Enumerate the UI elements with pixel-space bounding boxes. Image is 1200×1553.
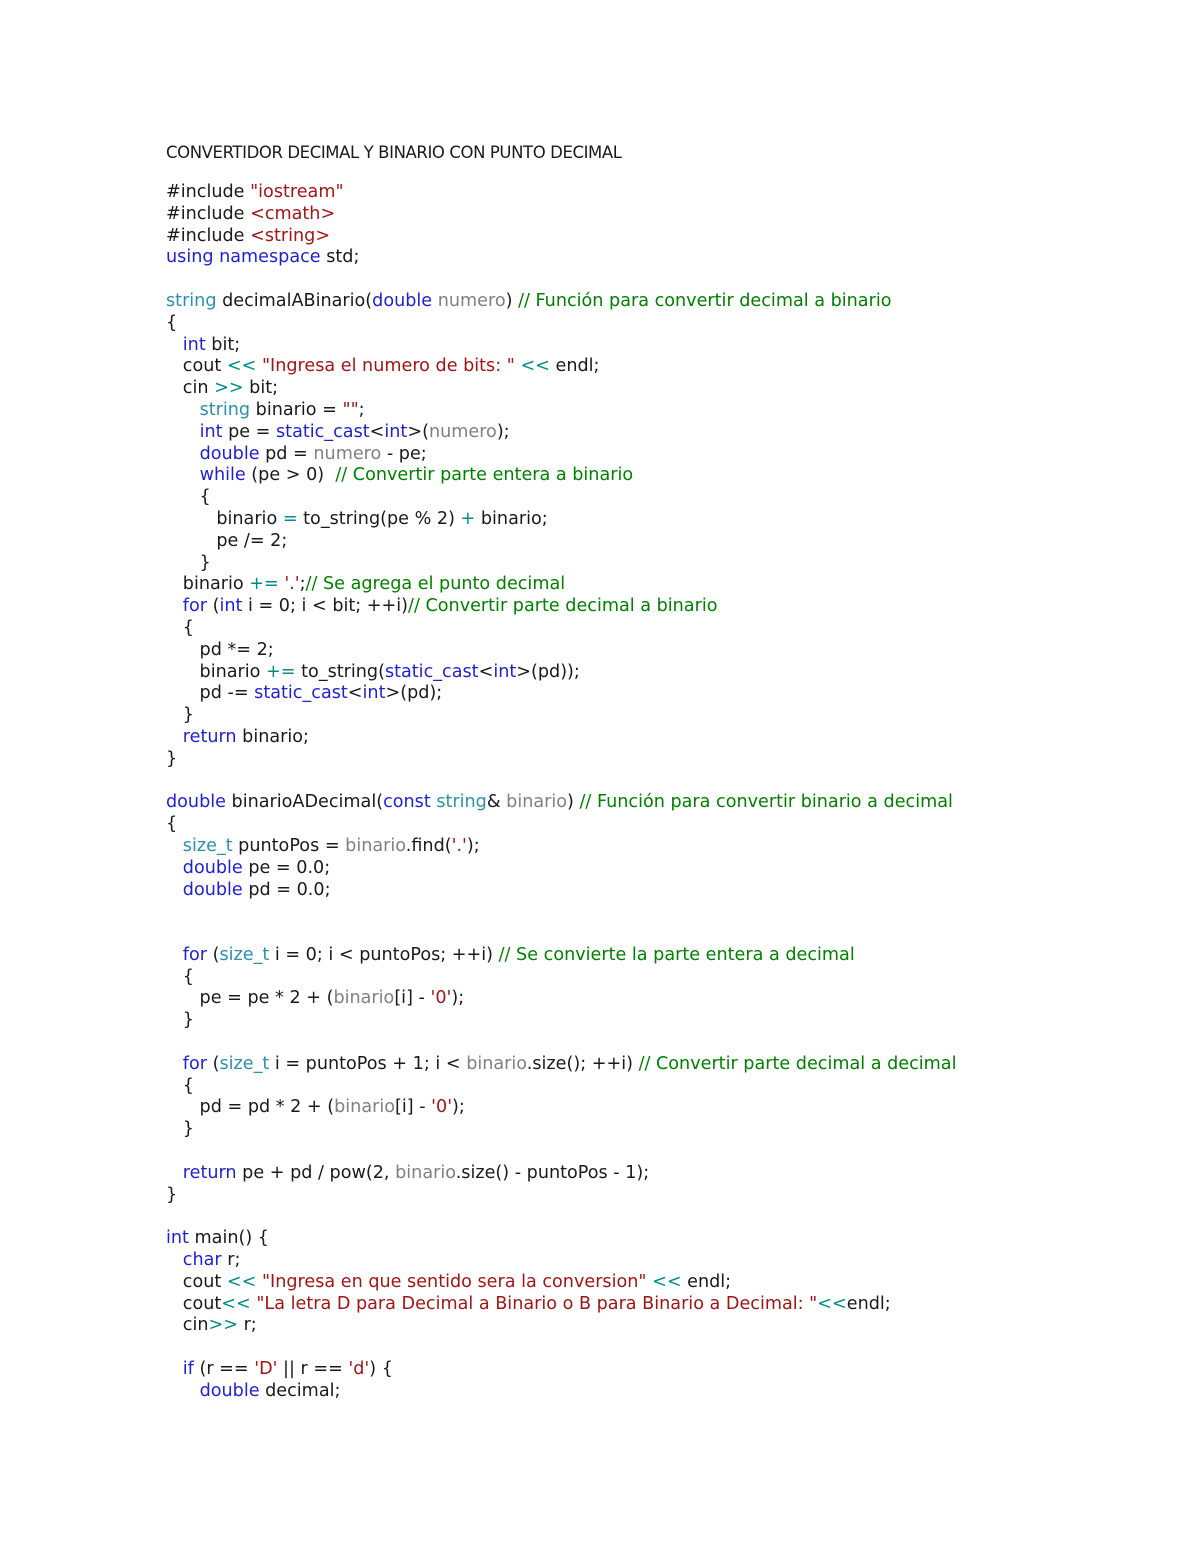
- code-token: numero: [437, 290, 506, 311]
- code-token: double: [166, 792, 226, 813]
- code-line: [166, 640, 1166, 662]
- code-line: [166, 1097, 1166, 1119]
- code-token: '.': [284, 574, 300, 595]
- code-line: [166, 683, 1166, 705]
- code-token: binario: [345, 835, 406, 856]
- code-token: }: [166, 552, 211, 573]
- code-line: [166, 705, 1166, 727]
- code-line: [166, 662, 1166, 684]
- code-token: .size(); ++i): [526, 1053, 639, 1074]
- code-line: [166, 247, 1166, 269]
- code-token: binario: [506, 792, 568, 813]
- code-line: [166, 269, 1166, 291]
- code-token: // Se agrega el punto decimal: [305, 574, 566, 595]
- code-line: [166, 923, 1166, 945]
- code-line: [166, 1185, 1166, 1207]
- code-token: binario: [395, 1162, 456, 1183]
- code-token: int: [362, 683, 386, 704]
- code-token: >(: [407, 421, 429, 442]
- code-token: if: [182, 1359, 194, 1380]
- code-line: [166, 1032, 1166, 1054]
- code-token: binario: [166, 574, 250, 595]
- code-line: [166, 335, 1166, 357]
- code-line: [166, 1054, 1166, 1076]
- code-token: string: [199, 399, 251, 420]
- code-token: {: [166, 312, 178, 333]
- code-token: #include: [166, 203, 251, 224]
- code-token: (: [206, 596, 220, 617]
- code-token: cin: [166, 1315, 209, 1336]
- code-token: pd *= 2;: [166, 639, 274, 660]
- code-token: pd =: [259, 443, 314, 464]
- code-token: using namespace: [166, 247, 321, 268]
- code-line: [166, 1359, 1166, 1381]
- code-line: [166, 204, 1166, 226]
- code-line: [166, 1010, 1166, 1032]
- code-line: [166, 945, 1166, 967]
- code-token: to_string(pe % 2): [297, 508, 461, 529]
- code-token: .find(: [405, 835, 452, 856]
- code-token: double: [182, 857, 243, 878]
- code-token: static_cast: [254, 683, 348, 704]
- code-line: [166, 1294, 1166, 1316]
- code-token: int: [493, 661, 517, 682]
- code-line: [166, 1228, 1166, 1250]
- code-token: decimalABinario(: [216, 290, 373, 311]
- code-line: [166, 749, 1166, 771]
- code-line: [166, 988, 1166, 1010]
- code-token: r;: [237, 1315, 257, 1336]
- code-token: const: [383, 792, 431, 813]
- code-token: "Ingresa en que sentido sera la conversion": [261, 1271, 647, 1292]
- code-token: );: [466, 835, 480, 856]
- code-token: <: [369, 421, 385, 442]
- code-token: binario;: [475, 508, 548, 529]
- code-token: for: [182, 1053, 207, 1074]
- code-token: std;: [320, 247, 360, 268]
- code-line: [166, 1272, 1166, 1294]
- code-token: [166, 1054, 183, 1074]
- code-token: binario =: [250, 399, 343, 420]
- code-token: char: [182, 1250, 222, 1271]
- code-line: [166, 487, 1166, 509]
- code-token: <: [478, 661, 494, 682]
- code-token: binario: [334, 1097, 395, 1118]
- code-line: [166, 313, 1166, 335]
- code-line: [166, 1337, 1166, 1359]
- code-token: '.': [451, 835, 467, 856]
- code-line: [166, 444, 1166, 466]
- code-token: }: [166, 1119, 194, 1140]
- code-token: <<: [520, 356, 550, 377]
- code-token: <<: [226, 356, 257, 377]
- code-token: "Ingresa el numero de bits: ": [261, 356, 515, 377]
- code-token: pe = pe * 2 + (: [166, 988, 334, 1009]
- code-token: pe + pd / pow(2,: [236, 1162, 396, 1183]
- code-token: string: [166, 290, 217, 311]
- code-line: [166, 1163, 1166, 1185]
- code-token: }: [166, 1184, 178, 1205]
- code-token: [166, 400, 200, 420]
- code-token: {: [166, 1075, 194, 1096]
- code-token: &: [486, 792, 507, 813]
- code-line: [166, 792, 1166, 814]
- code-token: pe = 0.0;: [242, 857, 331, 878]
- code-token: =: [282, 508, 298, 529]
- code-token: <<: [652, 1271, 682, 1292]
- code-line: [166, 618, 1166, 640]
- code-token: r;: [221, 1250, 241, 1271]
- code-token: #include: [166, 225, 251, 246]
- code-token: [166, 422, 200, 442]
- code-token: ) {: [369, 1359, 393, 1380]
- code-token: >(pd);: [385, 683, 443, 704]
- code-token: >(pd));: [516, 661, 580, 682]
- code-line: [166, 836, 1166, 858]
- code-token: );: [452, 1097, 465, 1118]
- code-token: endl;: [681, 1271, 732, 1292]
- code-token: binario: [166, 661, 267, 682]
- code-token: }: [166, 705, 194, 726]
- code-token: binario;: [236, 726, 309, 747]
- code-token: numero: [313, 443, 382, 464]
- code-line: [166, 596, 1166, 618]
- code-token: for: [182, 596, 207, 617]
- code-line: [166, 509, 1166, 531]
- code-token: // Se convierte la parte entera a decimal: [498, 944, 855, 965]
- code-token: i = 0; i < puntoPos; ++i): [269, 944, 499, 965]
- code-token: -: [413, 1097, 432, 1118]
- code-line: [166, 814, 1166, 836]
- code-token: [166, 465, 200, 485]
- code-line: [166, 465, 1166, 487]
- code-token: ): [567, 792, 580, 813]
- code-token: );: [496, 421, 510, 442]
- code-line: [166, 771, 1166, 793]
- code-line: [166, 901, 1166, 923]
- code-token: [166, 727, 183, 747]
- code-line: [166, 1206, 1166, 1228]
- code-line: [166, 574, 1166, 596]
- code-token: (pe > 0): [245, 465, 336, 486]
- code-token: <<: [226, 1271, 257, 1292]
- code-token: {: [166, 617, 194, 638]
- code-token: {: [166, 966, 194, 987]
- code-token: "": [342, 399, 359, 420]
- code-token: int: [199, 421, 223, 442]
- code-token: (: [206, 944, 220, 965]
- code-token: cout: [166, 1293, 222, 1314]
- code-line: [166, 1076, 1166, 1098]
- code-token: 'd': [348, 1359, 370, 1380]
- code-token: double: [182, 879, 243, 900]
- code-token: }: [166, 748, 178, 769]
- code-token: [166, 1381, 200, 1401]
- code-token: [166, 596, 183, 616]
- code-token: puntoPos =: [232, 835, 346, 856]
- code-line: [166, 1381, 1166, 1403]
- code-token: size_t: [219, 1053, 270, 1074]
- code-line: [166, 553, 1166, 575]
- code-token: static_cast: [276, 421, 370, 442]
- code-line: [166, 291, 1166, 313]
- code-token: [166, 1163, 183, 1183]
- code-token: '0': [430, 988, 452, 1009]
- code-token: // Convertir parte decimal a binario: [408, 596, 718, 617]
- code-token: int: [182, 334, 206, 355]
- code-token: return: [182, 726, 237, 747]
- code-token: <: [347, 683, 363, 704]
- code-token: string: [436, 792, 487, 813]
- code-token: }: [166, 1010, 194, 1031]
- code-token: [166, 1359, 183, 1379]
- code-token: double: [199, 443, 260, 464]
- code-line: [166, 356, 1166, 378]
- code-line: [166, 880, 1166, 902]
- code-line: [166, 422, 1166, 444]
- code-token: [166, 444, 200, 464]
- code-token: numero: [428, 421, 497, 442]
- code-token: || r ==: [277, 1359, 349, 1380]
- document-title: CONVERTIDOR DECIMAL Y BINARIO CON PUNTO DECIMAL: [166, 143, 622, 162]
- code-token: size_t: [182, 835, 233, 856]
- code-token: "La letra D para Decimal a Binario o B para Binario a Decimal: ": [256, 1293, 818, 1314]
- code-token: -: [412, 988, 431, 1009]
- code-token: // Convertir parte entera a binario: [335, 465, 634, 486]
- code-token: i = 0; i < bit; ++i): [242, 596, 409, 617]
- code-token: // Convertir parte decimal a decimal: [638, 1053, 957, 1074]
- code-token: double: [372, 290, 433, 311]
- code-token: binario: [333, 988, 395, 1009]
- code-token: [166, 858, 183, 878]
- code-token: int: [166, 1228, 189, 1249]
- code-token: [166, 945, 183, 965]
- code-token: size_t: [219, 944, 270, 965]
- code-line: [166, 967, 1166, 989]
- code-line: [166, 1119, 1166, 1141]
- code-token: [i]: [394, 988, 413, 1009]
- code-token: endl;: [846, 1293, 891, 1314]
- code-token: +: [460, 508, 476, 529]
- code-line: [166, 727, 1166, 749]
- code-token: [166, 335, 183, 355]
- code-token: {: [166, 814, 178, 835]
- code-token: <<: [221, 1293, 251, 1314]
- code-token: +=: [249, 574, 279, 595]
- code-token: [166, 880, 183, 900]
- code-token: // Función para convertir decimal a binario: [518, 290, 892, 311]
- code-line: [166, 226, 1166, 248]
- code-line: [166, 531, 1166, 553]
- code-token: >>: [208, 1315, 238, 1336]
- code-token: [166, 836, 183, 856]
- code-token: >>: [214, 378, 244, 399]
- code-token: static_cast: [384, 661, 479, 682]
- code-token: - pe;: [381, 443, 427, 464]
- code-line: [166, 1141, 1166, 1163]
- code-token: +=: [266, 661, 296, 682]
- code-token: (r ==: [193, 1359, 255, 1380]
- code-token: cout: [166, 356, 227, 377]
- code-token: // Función para convertir binario a decimal: [579, 792, 953, 813]
- code-token: '0': [431, 1097, 453, 1118]
- code-token: cout: [166, 1271, 227, 1292]
- code-token: #include: [166, 182, 251, 202]
- code-token: {: [166, 487, 211, 508]
- code-token: pd -=: [166, 683, 255, 704]
- code-token: ): [505, 290, 519, 311]
- code-token: for: [182, 944, 207, 965]
- code-line: [166, 182, 1166, 204]
- code-token: .size() - puntoPos - 1);: [455, 1162, 650, 1183]
- code-token: binarioADecimal(: [225, 792, 384, 813]
- code-token: double: [199, 1380, 260, 1401]
- code-token: [166, 1250, 183, 1270]
- code-token: bit;: [243, 378, 279, 399]
- code-token: ;: [358, 399, 365, 420]
- code-token: binario: [466, 1053, 527, 1074]
- code-token: binario: [166, 508, 283, 529]
- code-token: cin: [166, 378, 215, 399]
- code-token: main() {: [188, 1228, 270, 1249]
- code-token: 'D': [254, 1359, 278, 1380]
- code-token: int: [219, 596, 243, 617]
- code-line: [166, 1315, 1166, 1337]
- code-token: <<: [817, 1293, 847, 1314]
- code-token: "iostream": [250, 182, 344, 202]
- code-token: <string>: [250, 225, 331, 246]
- code-token: int: [384, 421, 408, 442]
- code-token: pd = pd * 2 + (: [166, 1097, 335, 1118]
- code-token: bit;: [205, 334, 241, 355]
- code-token: return: [182, 1162, 237, 1183]
- code-line: [166, 858, 1166, 880]
- code-token: <cmath>: [250, 203, 336, 224]
- code-token: pe /= 2;: [166, 530, 288, 551]
- code-line: [166, 378, 1166, 400]
- code-token: pe =: [222, 421, 277, 442]
- code-token: while: [199, 465, 246, 486]
- code-token: decimal;: [259, 1380, 341, 1401]
- code-token: to_string(: [295, 661, 385, 682]
- code-token: i = puntoPos + 1; i <: [269, 1053, 467, 1074]
- code-token: ;: [299, 574, 306, 595]
- code-token: (: [206, 1053, 220, 1074]
- code-token: pd = 0.0;: [242, 879, 331, 900]
- code-token: [i]: [395, 1097, 414, 1118]
- code-token: endl;: [549, 356, 600, 377]
- code-token: );: [451, 988, 465, 1009]
- code-block: [166, 182, 1166, 1403]
- code-line: [166, 400, 1166, 422]
- code-line: [166, 1250, 1166, 1272]
